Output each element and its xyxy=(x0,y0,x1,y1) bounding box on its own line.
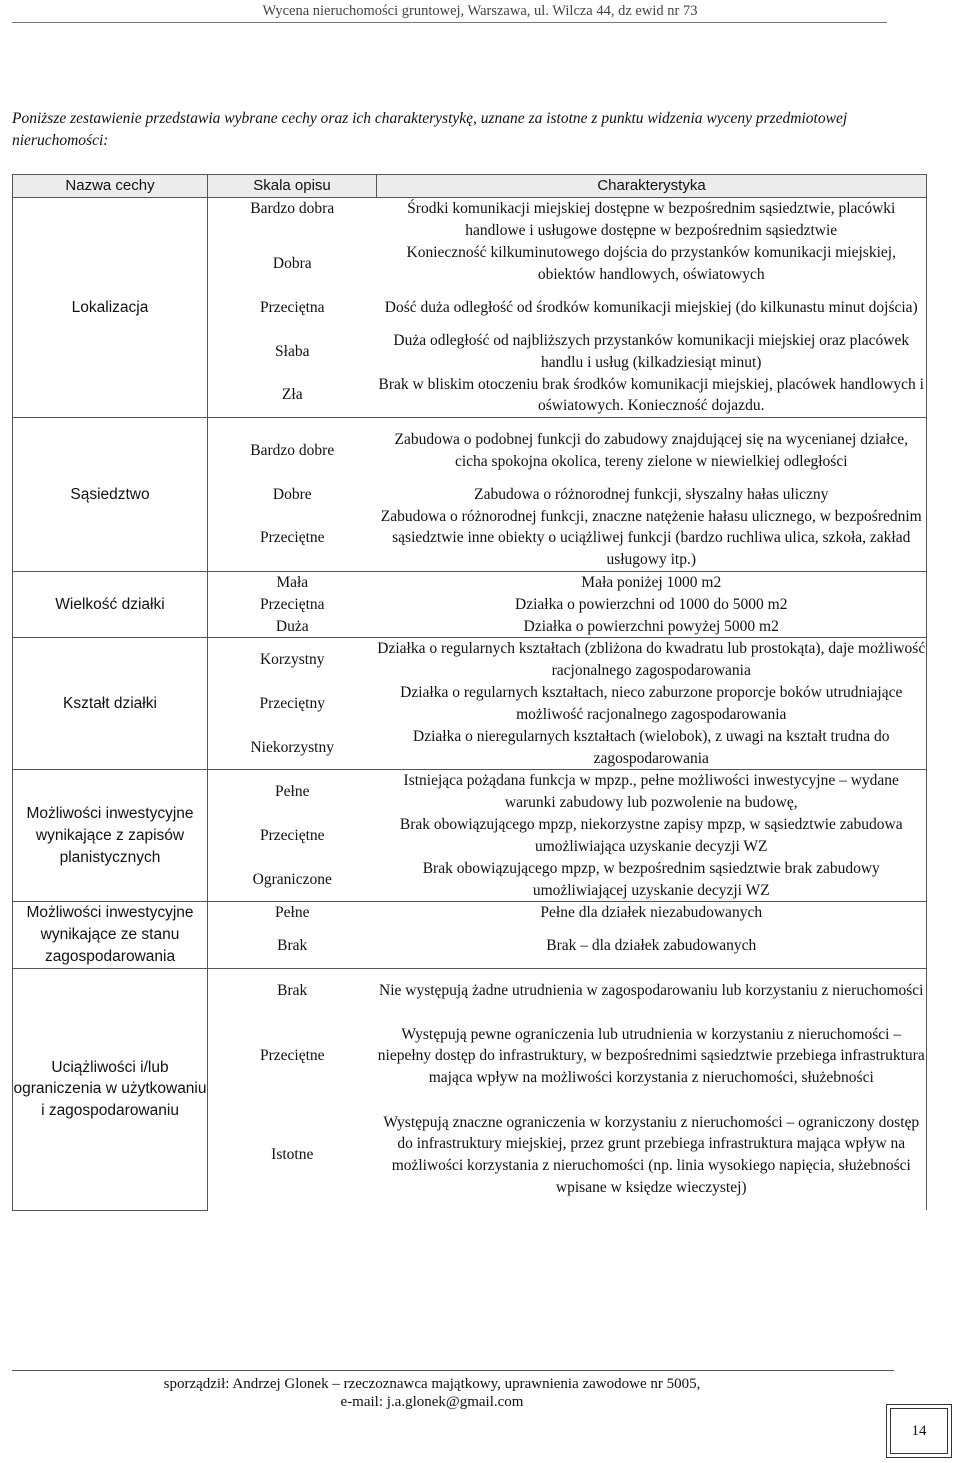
table-row xyxy=(13,770,927,814)
table-row xyxy=(13,418,927,484)
table-row xyxy=(13,198,927,242)
footer-author: sporządził: Andrzej Glonek – rzeczoznawca majątkowy, uprawnienia zawodowe nr 5005, xyxy=(163,1376,701,1392)
scale-cell: Bardzo dobra xyxy=(208,198,377,242)
table-row xyxy=(13,572,927,594)
scale-cell: Duża xyxy=(208,616,377,638)
scale-cell: Przeciętne xyxy=(208,506,377,572)
characteristic-cell: Dość duża odległość od środków komunikacji miejskiej (do kilkunastu minut dojścia) xyxy=(377,286,927,330)
characteristic-cell: Zabudowa o różnorodnej funkcji, słyszalny hałas uliczny xyxy=(377,484,927,506)
characteristic-cell: Występują znaczne ograniczenia w korzystaniu z nieruchomości – ograniczony dostęp do infrastruktury miejskiej, przez grunt przebiega infrastruktura mająca wpływ na możliwości korzystania z nieruchomości (np. linia wysokiego napięcia, służebności wpisane w księdze wieczystej) xyxy=(377,1100,927,1210)
characteristic-cell: Brak obowiązującego mpzp, w bezpośrednim sąsiedztwie brak zabudowy umożliwiającej uzyskanie decyzji WZ xyxy=(377,858,927,902)
scale-cell: Dobre xyxy=(208,484,377,506)
characteristic-cell: Zabudowa o podobnej funkcji do zabudowy znajdującej się na wycenianej działce, cicha spokojna okolica, tereny zielone w niewielkiej odległości xyxy=(377,418,927,484)
characteristic-cell: Brak – dla działek zabudowanych xyxy=(377,924,927,968)
scale-cell: Przeciętna xyxy=(208,286,377,330)
characteristic-cell: Brak obowiązującego mpzp, niekorzystne zapisy mpzp, w sąsiedztwie zabudowa umożliwiająca uzyskanie decyzji WZ xyxy=(377,814,927,858)
scale-cell: Przeciętne xyxy=(208,1012,377,1100)
scale-cell: Przeciętna xyxy=(208,594,377,616)
feature-name-cell: Wielkość działki xyxy=(13,572,208,638)
header-rule xyxy=(12,22,887,23)
scale-cell: Brak xyxy=(208,968,377,1012)
characteristic-cell: Istniejąca pożądana funkcja w mpzp., pełne możliwości inwestycyjne – wydane warunki zabudowy lub pozwolenie na budowę, xyxy=(377,770,927,814)
feature-name-cell: Kształt działki xyxy=(13,638,208,770)
footer-email: e-mail: j.a.glonek@gmail.com xyxy=(340,1394,524,1410)
scale-cell: Bardzo dobre xyxy=(208,418,377,484)
characteristic-cell: Działka o powierzchni powyżej 5000 m2 xyxy=(377,616,927,638)
feature-name-cell: Lokalizacja xyxy=(13,198,208,418)
header-feature-name: Nazwa cechy xyxy=(13,175,208,198)
page-number: 14 xyxy=(890,1408,948,1454)
running-header: Wycena nieruchomości gruntowej, Warszawa, ul. Wilcza 44, dz ewid nr 73 xyxy=(262,3,698,19)
table-row xyxy=(13,638,927,682)
feature-name-cell: Możliwości inwestycyjne wynikające z zapisów planistycznych xyxy=(13,770,208,902)
page-number-box xyxy=(886,1404,952,1458)
feature-name-cell: Możliwości inwestycyjne wynikające ze stanu zagospodarowania xyxy=(13,902,208,968)
scale-cell: Niekorzystny xyxy=(208,726,377,770)
scale-cell: Korzystny xyxy=(208,638,377,682)
characteristic-cell: Duża odległość od najbliższych przystanków komunikacji miejskiej oraz placówek handlu i usług (kilkadziesiąt minut) xyxy=(377,330,927,374)
characteristic-cell: Nie występują żadne utrudnienia w zagospodarowaniu lub korzystaniu z nieruchomości xyxy=(377,968,927,1012)
characteristic-cell: Środki komunikacji miejskiej dostępne w bezpośrednim sąsiedztwie, placówki handlowe i usługowe dostępne w bezpośrednim sąsiedztwie xyxy=(377,198,927,242)
scale-cell: Słaba xyxy=(208,330,377,374)
scale-cell: Pełne xyxy=(208,902,377,924)
characteristic-cell: Działka o regularnych kształtach (zbliżona do kwadratu lub prostokąta), daje możliwość racjonalnego zagospodarowania xyxy=(377,638,927,682)
characteristic-cell: Pełne dla działek niezabudowanych xyxy=(377,902,927,924)
scale-cell: Brak xyxy=(208,924,377,968)
characteristic-cell: Mała poniżej 1000 m2 xyxy=(377,572,927,594)
scale-cell: Przeciętne xyxy=(208,814,377,858)
feature-name-cell: Sąsiedztwo xyxy=(13,418,208,572)
characteristic-cell: Brak w bliskim otoczeniu brak środków komunikacji miejskiej, placówek handlowych i oświatowych. Konieczność dojazdu. xyxy=(377,374,927,418)
scale-cell: Dobra xyxy=(208,242,377,286)
table-header-row xyxy=(13,175,927,198)
features-table xyxy=(12,174,927,1211)
characteristic-cell: Występują pewne ograniczenia lub utrudnienia w korzystaniu z nieruchomości – niepełny dostęp do infrastruktury, w bezpośrednimi sąsiedztwie przebiega infrastruktura mająca wpływ na możliwości korzystania z nieruchomości, służebności xyxy=(377,1012,927,1100)
intro-paragraph: Poniższe zestawienie przedstawia wybrane cechy oraz ich charakterystykę, uznane za istotne z punktu widzenia wyceny przedmiotowej nieruchomości: xyxy=(12,110,848,149)
feature-name-cell: Uciążliwości i/lub ograniczenia w użytkowaniu i zagospodarowaniu xyxy=(13,968,208,1210)
characteristic-cell: Konieczność kilkuminutowego dojścia do przystanków komunikacji miejskiej, obiektów handlowych, oświatowych xyxy=(377,242,927,286)
header-scale: Skala opisu xyxy=(208,175,377,198)
scale-cell: Pełne xyxy=(208,770,377,814)
table-row xyxy=(13,902,927,924)
scale-cell: Ograniczone xyxy=(208,858,377,902)
footer-rule xyxy=(12,1370,894,1371)
scale-cell: Przeciętny xyxy=(208,682,377,726)
table-row xyxy=(13,968,927,1012)
header-characteristic: Charakterystyka xyxy=(377,175,927,198)
characteristic-cell: Działka o nieregularnych kształtach (wielobok), z uwagi na kształt trudna do zagospodarowania xyxy=(377,726,927,770)
characteristic-cell: Działka o regularnych kształtach, nieco zaburzone proporcje boków utrudniające możliwość racjonalnego zagospodarowania xyxy=(377,682,927,726)
scale-cell: Zła xyxy=(208,374,377,418)
scale-cell: Mała xyxy=(208,572,377,594)
scale-cell: Istotne xyxy=(208,1100,377,1210)
characteristic-cell: Działka o powierzchni od 1000 do 5000 m2 xyxy=(377,594,927,616)
characteristic-cell: Zabudowa o różnorodnej funkcji, znaczne natężenie hałasu ulicznego, w bezpośrednim sąsiedztwie inne obiekty o uciążliwej funkcji (bardzo ruchliwa ulica, szkoła, zakład usługowy itp.) xyxy=(377,506,927,572)
